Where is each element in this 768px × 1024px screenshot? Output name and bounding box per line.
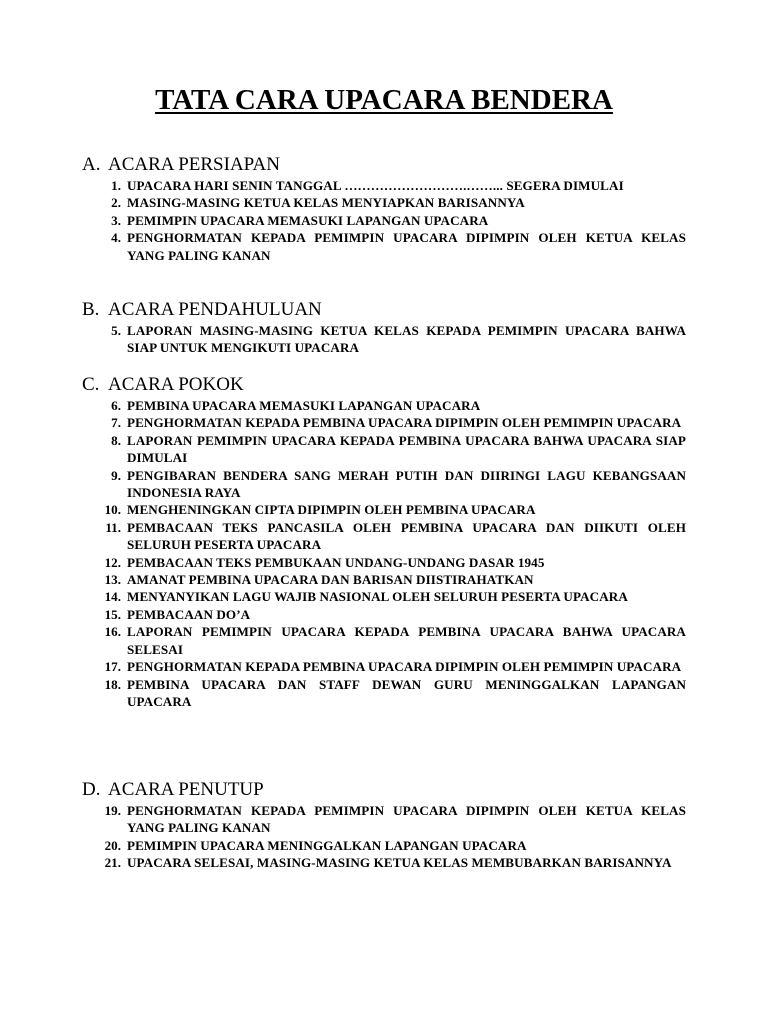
list-item bbox=[0, 212, 768, 229]
item-number: 6. bbox=[111, 398, 121, 413]
item-text: PEMBINA UPACARA MEMASUKI LAPANGAN UPACARA bbox=[127, 398, 481, 413]
item-number: 19. bbox=[104, 803, 121, 818]
item-text: MENYANYIKAN LAGU WAJIB NASIONAL OLEH SELURUH PESERTA UPACARA bbox=[127, 589, 628, 605]
section-heading bbox=[0, 298, 768, 322]
section-letter: B. bbox=[82, 299, 100, 320]
list-item bbox=[0, 676, 768, 711]
item-number: 10. bbox=[104, 502, 121, 518]
item-text: UPACARA SELESAI, MASING-MASING KETUA KELAS MEMBUBARKAN BARISANNYA bbox=[127, 855, 672, 871]
item-number: 11. bbox=[105, 519, 121, 535]
section-letter: D. bbox=[82, 779, 101, 800]
list-item bbox=[0, 501, 768, 518]
list-item bbox=[0, 658, 768, 675]
section-title: ACARA PENUTUP bbox=[108, 779, 264, 800]
item-text: MENGHENINGKAN CIPTA DIPIMPIN OLEH PEMBINA UPACARA bbox=[127, 502, 536, 518]
section-title: ACARA PERSIAPAN bbox=[108, 154, 280, 175]
list-item bbox=[0, 177, 768, 194]
list-item bbox=[0, 432, 768, 467]
section-heading bbox=[0, 153, 768, 177]
item-text: PENGHORMATAN KEPADA PEMIMPIN UPACARA DIPIMPIN OLEH KETUA KELAS YANG PALING KANAN bbox=[127, 230, 686, 263]
item-number: 8. bbox=[111, 432, 121, 448]
item-text: UPACARA HARI SENIN TANGGAL ……………………….……... SEGERA DIMULAI bbox=[127, 178, 624, 193]
item-text: PEMBACAAN TEKS PEMBUKAAN UNDANG-UNDANG DASAR 1945 bbox=[127, 554, 545, 570]
item-list bbox=[0, 322, 768, 357]
list-item bbox=[0, 623, 768, 658]
list-item bbox=[0, 588, 768, 605]
item-number: 16. bbox=[104, 624, 121, 640]
item-text: PENGHORMATAN KEPADA PEMBINA UPACARA DIPIMPIN OLEH PEMIMPIN UPACARA bbox=[127, 415, 682, 431]
item-text: PEMIMPIN UPACARA MENINGGALKAN LAPANGAN UPACARA bbox=[127, 837, 527, 853]
item-number: 21. bbox=[104, 855, 121, 871]
section-letter: C. bbox=[82, 374, 100, 395]
item-number: 17. bbox=[104, 659, 121, 675]
list-item bbox=[0, 229, 768, 264]
item-list bbox=[0, 177, 768, 264]
section-heading bbox=[0, 778, 768, 802]
item-number: 3. bbox=[111, 212, 121, 228]
item-text: MASING-MASING KETUA KELAS MENYIAPKAN BARISANNYA bbox=[127, 195, 525, 211]
list-item bbox=[0, 414, 768, 431]
item-text: PENGIBARAN BENDERA SANG MERAH PUTIH DAN DIIRINGI LAGU KEBANGSAAN INDONESIA RAYA bbox=[127, 467, 686, 501]
list-item bbox=[0, 467, 768, 502]
item-number: 12. bbox=[104, 554, 121, 570]
list-item bbox=[0, 802, 768, 837]
section-title: ACARA POKOK bbox=[108, 374, 244, 395]
list-item bbox=[0, 854, 768, 871]
section-acara-pokok bbox=[0, 373, 768, 710]
list-item bbox=[0, 837, 768, 854]
item-text: LAPORAN PEMIMPIN UPACARA KEPADA PEMBINA UPACARA BAHWA UPACARA SIAP DIMULAI bbox=[127, 432, 686, 466]
section-acara-pendahuluan bbox=[0, 298, 768, 357]
item-text: PENGHORMATAN KEPADA PEMBINA UPACARA DIPIMPIN OLEH PEMIMPIN UPACARA bbox=[127, 659, 682, 675]
item-number: 9. bbox=[111, 467, 121, 483]
list-item bbox=[0, 194, 768, 211]
document-title: TATA CARA UPACARA BENDERA bbox=[155, 84, 613, 116]
section-acara-persiapan bbox=[0, 153, 768, 264]
item-number: 13. bbox=[104, 572, 121, 588]
item-text: LAPORAN PEMIMPIN UPACARA KEPADA PEMBINA UPACARA BAHWA UPACARA SELESAI bbox=[127, 624, 686, 657]
list-item bbox=[0, 397, 768, 414]
section-acara-penutup bbox=[0, 778, 768, 872]
item-list bbox=[0, 397, 768, 710]
item-list bbox=[0, 802, 768, 872]
item-number: 20. bbox=[104, 837, 121, 853]
item-text: PENGHORMATAN KEPADA PEMIMPIN UPACARA DIPIMPIN OLEH KETUA KELAS YANG PALING KANAN bbox=[127, 803, 686, 836]
item-text: AMANAT PEMBINA UPACARA DAN BARISAN DIISTIRAHATKAN bbox=[127, 572, 534, 588]
item-text: PEMBACAAN TEKS PANCASILA OLEH PEMBINA UPACARA DAN DIIKUTI OLEH SELURUH PESERTA UPACARA bbox=[127, 519, 686, 553]
item-number: 14. bbox=[104, 589, 121, 605]
section-title: ACARA PENDAHULUAN bbox=[108, 299, 322, 320]
item-number: 15. bbox=[104, 606, 121, 622]
item-text: PEMBACAAN DO’A bbox=[127, 606, 251, 622]
section-heading bbox=[0, 373, 768, 397]
list-item bbox=[0, 322, 768, 357]
item-number: 5. bbox=[111, 323, 121, 338]
item-number: 18. bbox=[104, 676, 121, 692]
item-text: PEMBINA UPACARA DAN STAFF DEWAN GURU MENINGGALKAN LAPANGAN UPACARA bbox=[127, 676, 686, 709]
item-text: PEMIMPIN UPACARA MEMASUKI LAPANGAN UPACARA bbox=[127, 212, 489, 228]
item-text: LAPORAN MASING-MASING KETUA KELAS KEPADA PEMIMPIN UPACARA BAHWA SIAP UNTUK MENGIKUTI UPACARA bbox=[127, 323, 686, 356]
list-item bbox=[0, 606, 768, 623]
item-number: 4. bbox=[111, 230, 121, 246]
item-number: 1. bbox=[111, 178, 121, 193]
section-letter: A. bbox=[82, 154, 101, 175]
list-item bbox=[0, 571, 768, 588]
item-number: 2. bbox=[111, 195, 121, 211]
item-number: 7. bbox=[111, 415, 121, 431]
list-item bbox=[0, 519, 768, 554]
list-item bbox=[0, 554, 768, 571]
